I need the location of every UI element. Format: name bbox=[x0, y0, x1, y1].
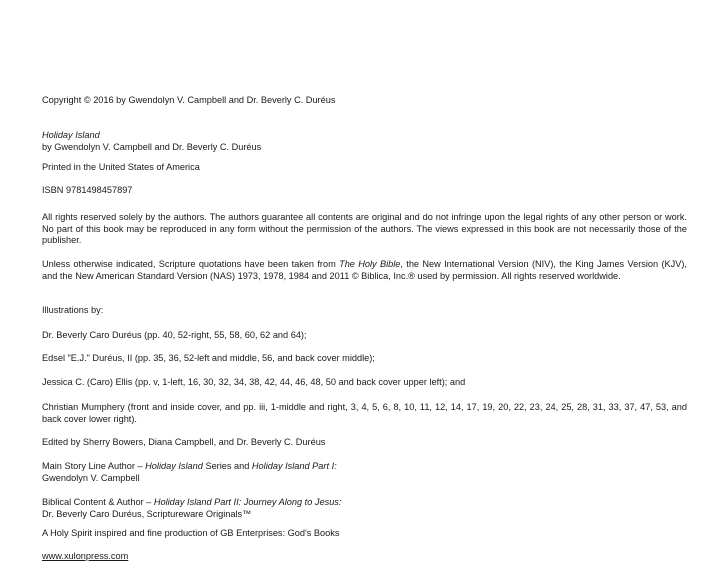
main-author-part: Holiday Island Part I: bbox=[251, 461, 337, 471]
main-author-label: Main Story Line Author – bbox=[42, 461, 146, 471]
scripture-title: The Holy Bible bbox=[339, 259, 401, 269]
book-byline: by Gwendolyn V. Campbell and Dr. Beverly C. Duréus bbox=[42, 141, 262, 152]
biblical-author-part: Holiday Island Part II: Journey Along to Jesus: bbox=[153, 497, 342, 507]
biblical-author-block bbox=[42, 497, 687, 520]
illustration-credit: Dr. Beverly Caro Duréus (pp. 40, 52-right, 55, 58, 60, 62 and 64); bbox=[42, 330, 307, 340]
main-author-block bbox=[42, 461, 687, 484]
main-author-series: Holiday Island bbox=[145, 461, 203, 471]
scripture-lead: Unless otherwise indicated, Scripture quotations have been taken from bbox=[42, 259, 340, 269]
biblical-author-line bbox=[42, 497, 687, 509]
book-info bbox=[42, 130, 687, 153]
biblical-author-name: Dr. Beverly Caro Duréus, Scriptureware Originals™ bbox=[42, 508, 252, 519]
main-author-name: Gwendolyn V. Campbell bbox=[42, 472, 140, 483]
book-title: Holiday Island bbox=[42, 130, 100, 140]
rights-paragraph: All rights reserved solely by the authors. The authors guarantee all contents are original and do not infringe upon the legal rights of any other person or work. No part of this book may be reproduced in any form without the permission of the authors. The views expressed in this book are not necessarily those of the publisher. bbox=[42, 212, 687, 246]
edited-line: Edited by Sherry Bowers, Diana Campbell, and Dr. Beverly C. Duréus bbox=[42, 437, 326, 447]
illustration-credit: Christian Mumphery (front and inside cover, and pp. iii, 1-middle and right, 3, 4, 5, 6, 8, 10, 11, 12, 14, 17, 19, 20, 22, 23, 24, 25, 28, 31, 33, 37, 47, 53, and back cover lower right). bbox=[42, 402, 687, 424]
illustration-credit: Edsel "E.J." Duréus, II (pp. 35, 36, 52-left and middle, 56, and back cover middle); bbox=[42, 353, 375, 363]
illustrations-heading: Illustrations by: bbox=[42, 305, 104, 315]
printed-line: Printed in the United States of America bbox=[42, 162, 200, 172]
illustration-credit: Jessica C. (Caro) Ellis (pp. v, 1-left, 16, 30, 32, 34, 38, 42, 44, 46, 48, 50 and back cover upper left); and bbox=[42, 377, 466, 387]
biblical-author-label: Biblical Content & Author – bbox=[42, 497, 154, 507]
scripture-paragraph bbox=[42, 259, 687, 282]
main-author-mid: Series and bbox=[202, 461, 252, 471]
website-link[interactable]: www.xulonpress.com bbox=[42, 551, 129, 561]
copyright-line: Copyright © 2016 by Gwendolyn V. Campbell and Dr. Beverly C. Duréus bbox=[42, 95, 336, 105]
isbn-line: ISBN 9781498457897 bbox=[42, 185, 133, 195]
scripture-rest: , the New International Version (NIV), the King James Version (KJV), and the New American Standard Version (NAS) 1973, 1978, 1984 and 2011 © Biblica, Inc.® used by permission. All rights reserved worldwide. bbox=[42, 259, 687, 281]
main-author-line bbox=[42, 461, 687, 473]
production-line: A Holy Spirit inspired and fine production of GB Enterprises: God's Books bbox=[42, 528, 340, 538]
